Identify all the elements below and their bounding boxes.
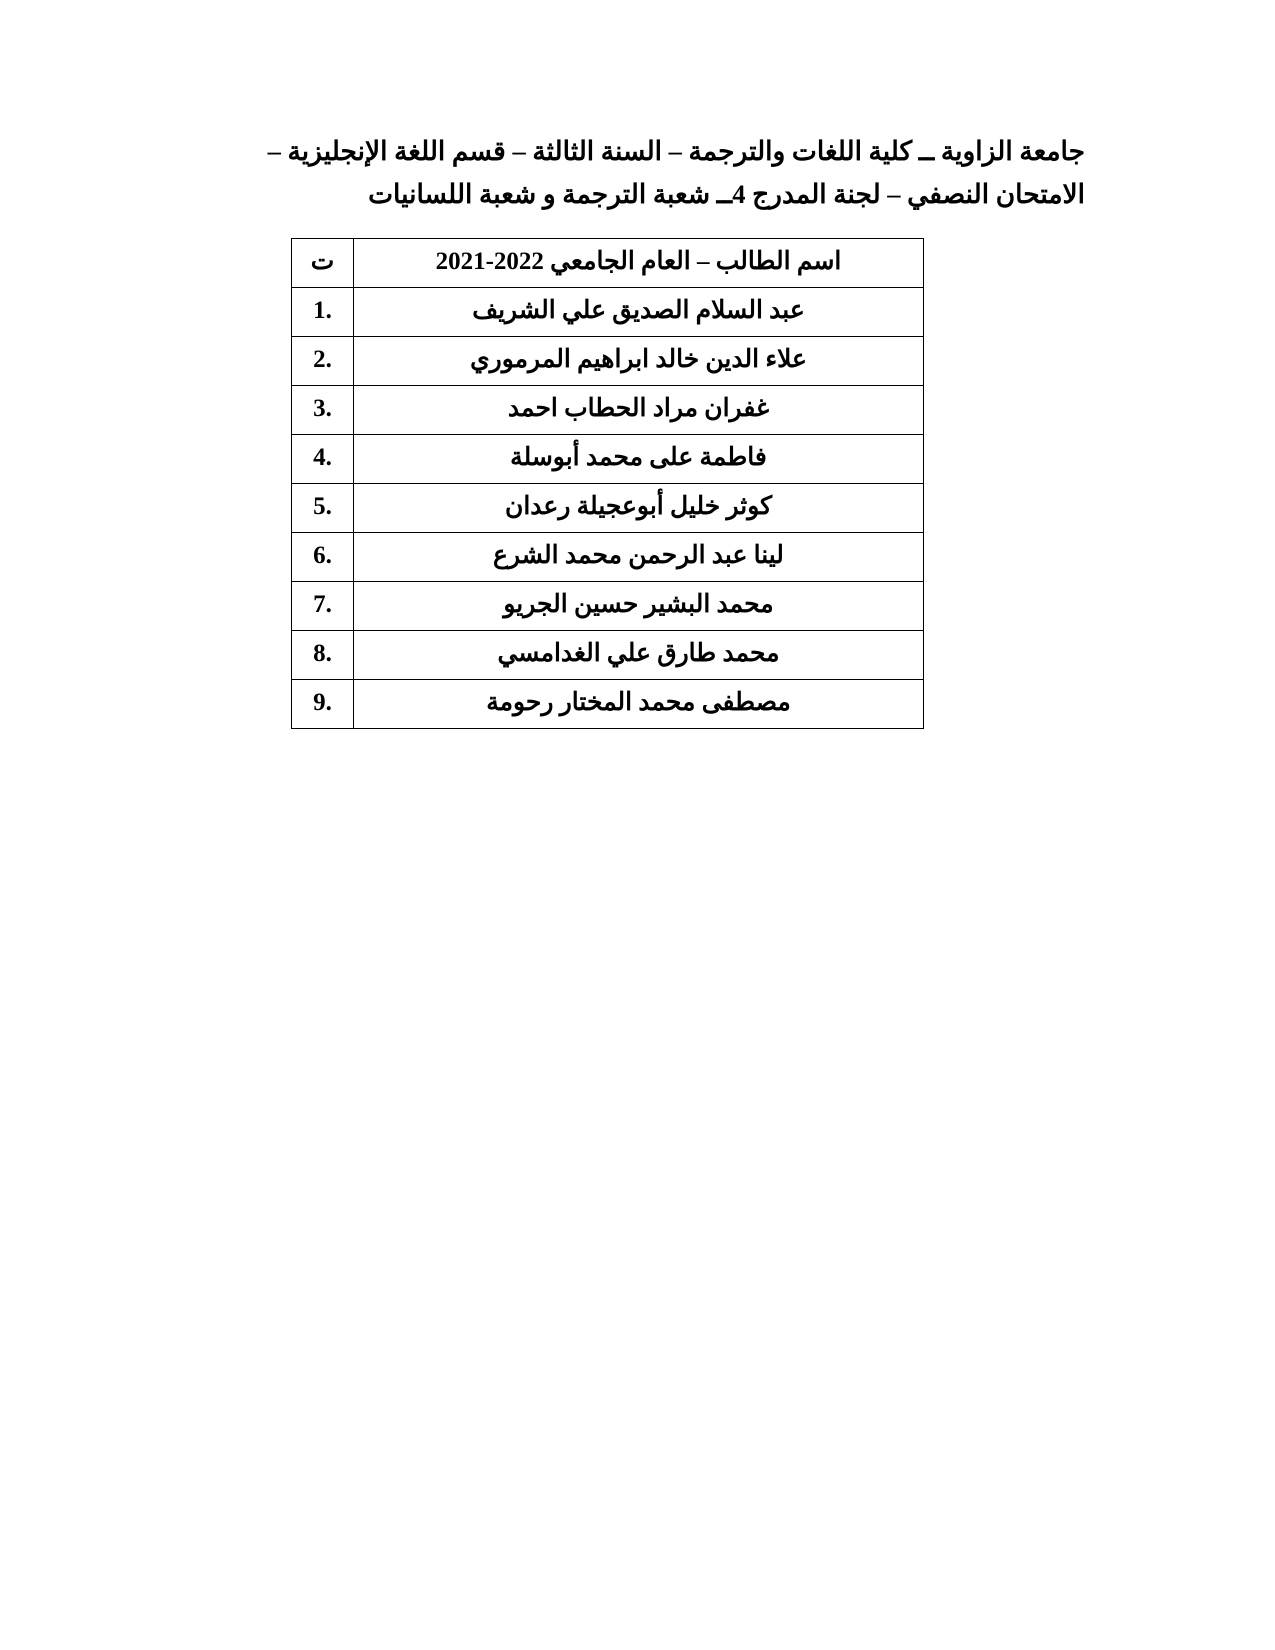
table-row	[292, 483, 924, 532]
student-name-cell: غفران مراد الحطاب احمد	[354, 385, 924, 434]
student-name-cell: كوثر خليل أبوعجيلة رعدان	[354, 483, 924, 532]
document-heading: جامعة الزاوية ــ كلية اللغات والترجمة – السنة الثالثة – قسم اللغة الإنجليزية – الامتحان النصفي – لجنة المدرج 4ــ شعبة الترجمة و شعبة اللسانيات	[267, 136, 1085, 209]
table-row	[292, 630, 924, 679]
student-name-cell: محمد البشير حسين الجريو	[354, 581, 924, 630]
header-cell-index: ت	[292, 238, 354, 287]
student-index-cell: .2	[292, 336, 354, 385]
student-name-cell: علاء الدين خالد ابراهيم المرموري	[354, 336, 924, 385]
table-row	[292, 532, 924, 581]
table-header-row	[292, 238, 924, 287]
student-index-cell: .5	[292, 483, 354, 532]
table-row	[292, 581, 924, 630]
student-index-cell: .7	[292, 581, 354, 630]
student-roster-table	[291, 238, 924, 729]
student-index-cell: .8	[292, 630, 354, 679]
student-name-cell: مصطفى محمد المختار رحومة	[354, 679, 924, 728]
table-row	[292, 679, 924, 728]
table-row	[292, 287, 924, 336]
student-index-cell: .1	[292, 287, 354, 336]
header-cell-name: اسم الطالب – العام الجامعي 2022-2021	[354, 238, 924, 287]
table-row	[292, 434, 924, 483]
student-roster-table-wrapper	[190, 238, 1085, 729]
student-name-cell: فاطمة على محمد أبوسلة	[354, 434, 924, 483]
table-body	[292, 238, 924, 728]
student-index-cell: .3	[292, 385, 354, 434]
student-name-cell: لينا عبد الرحمن محمد الشرع	[354, 532, 924, 581]
student-index-cell: .9	[292, 679, 354, 728]
student-index-cell: .6	[292, 532, 354, 581]
student-name-cell: عبد السلام الصديق علي الشريف	[354, 287, 924, 336]
table-row	[292, 336, 924, 385]
student-name-cell: محمد طارق علي الغدامسي	[354, 630, 924, 679]
student-index-cell: .4	[292, 434, 354, 483]
table-row	[292, 385, 924, 434]
